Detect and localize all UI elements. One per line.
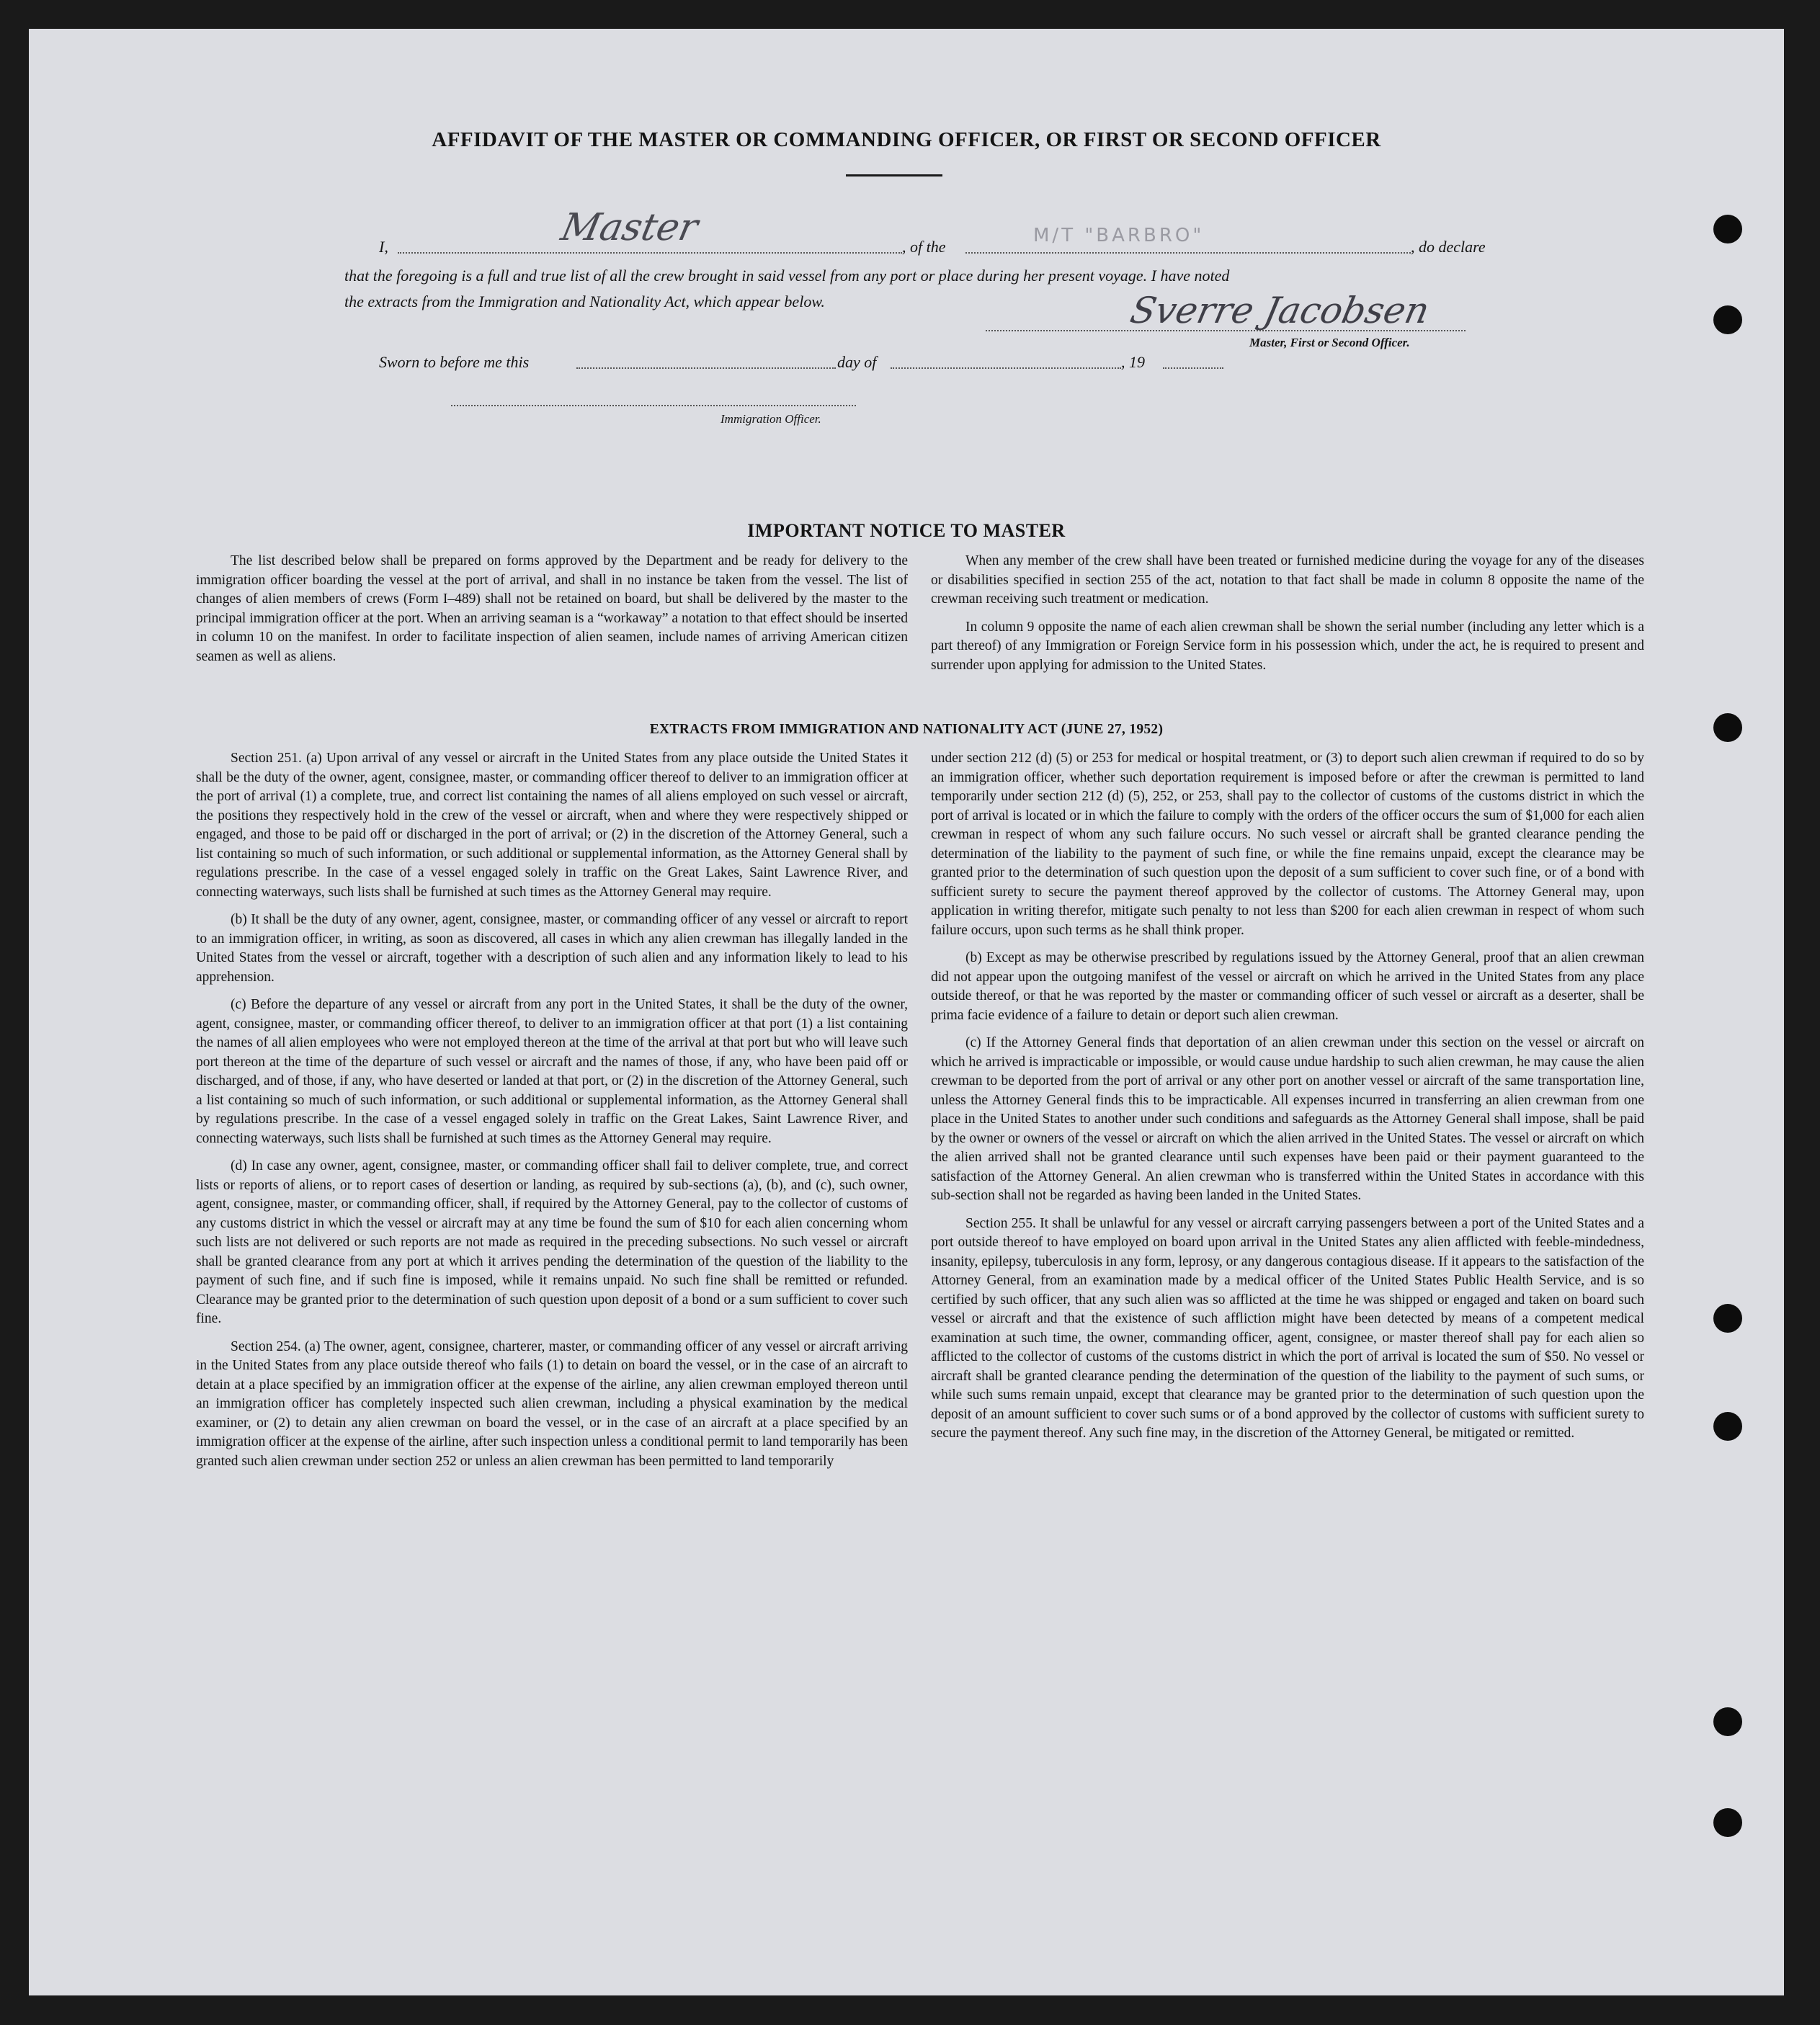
sworn-day-blank	[576, 347, 836, 369]
declaration-prefix: I,	[379, 238, 388, 256]
notice-paragraph: The list described below shall be prepared on forms approved by the Department and be ready for delivery to the immigration officer boarding the vessel at the port of arrival, and shall in no instance be taken from the vessel. The list of changes of alien members of crews (Form I–489) shall not be retained on board, but shall be delivered by the master to the principal immigration officer at the port. When an arriving seaman is a “workaway” a notation to that effect should be inserted in column 10 on the manifest. In order to facilitate inspection of alien seamen, include names of arriving American citizen seamen as well as aliens.	[196, 553, 908, 664]
vessel-stamp: M/T "BARBRO"	[1033, 225, 1205, 246]
punch-hole	[1713, 215, 1742, 243]
punch-hole	[1713, 1808, 1742, 1837]
extract-paragraph: under section 212 (d) (5) or 253 for medical or hospital treatment, or (3) to deport such alien crewman if required to do so by an immigration officer, whether such deportation requirement is imposed before or after the crewman is permitted to land temporarily under section 212 (d) (5), 252, or 253, shall pay to the collector of customs of the customs district in which the port of arrival is located or in which the failure to comply with the orders of the officer occurs the sum of $1,000 for each alien crewman in respect of whom any such failure occurs. No such vessel or aircraft shall be granted clearance pending the determination of the liability to the payment of such fine, or while the fine remains unpaid, except the clearance may be granted prior to the determination of such question upon the deposit of a sum sufficient to cover such fine, or of a bond with sufficient surety to secure the payment thereof approved by the collector of customs. The Attorney General may, upon application in writing therefor, mitigate such penalty to not less than $200 for each alien crewman in respect of whom such failure occurs, upon such terms as he shall think proper.	[931, 751, 1644, 938]
declaration-line-3: the extracts from the Immigration and Nationality Act, which appear below.	[344, 292, 825, 310]
extract-paragraph: (b) It shall be the duty of any owner, agent, consignee, master, or commanding officer of any vessel or aircraft to report to an immigration officer, in writing, as soon as discovered, all cases in which any alien crewman has illegally landed in the United States from the vessel or aircraft, together with a description of such alien and any information likely to lead to his apprehension.	[196, 912, 908, 985]
extracts-left-column	[196, 749, 908, 1480]
extract-paragraph: (b) Except as may be otherwise prescribed by regulations issued by the Attorney General, proof that an alien crewman did not appear upon the outgoing manifest of the vessel or aircraft on which he arrived in the United States from any place outside thereof, or that he was reported by the master or commanding officer of such vessel or aircraft as a deserter, shall be prima facie evidence of a failure to detain or deport such alien crewman.	[931, 950, 1644, 1023]
document-page	[29, 29, 1784, 1995]
notice-right-column	[931, 552, 1644, 684]
sworn-month-blank	[891, 347, 1121, 369]
extract-paragraph: Section 251. (a) Upon arrival of any vessel or aircraft in the United States from any place outside the United States it shall be the duty of the owner, agent, consignee, master, or commanding officer thereof to deliver to an immigration officer at the port of arrival (1) a complete, true, and correct list containing the names of all aliens employed on such vessel or aircraft, the positions they respectively hold in the crew of the vessel or aircraft, when and where they were respectively shipped or engaged, and those to be paid off or discharged in the port of arrival; or (2) in the discretion of the Attorney General, such a list containing so much of such information, or such additional or supplemental information, as the Attorney General shall by regulations prescribe. In the case of a vessel engaged solely in traffic on the Great Lakes, Saint Lawrence River, and connecting waterways, such lists shall be furnished at such times as the Attorney General may require.	[196, 751, 908, 900]
punch-hole	[1713, 713, 1742, 742]
title-divider	[846, 174, 942, 176]
extract-paragraph: (c) Before the departure of any vessel or aircraft from any port in the United States, it shall be the duty of the owner, agent, consignee, master, or commanding officer thereof, to deliver to an immigration officer at that port (1) a list containing the names of all alien employees who were not employed thereon at the time of the arrival at that port but who will leave such port thereon at the time of the departure of such vessel or aircraft and the names of those, if any, who have been paid off or discharged, and of those, if any, who have deserted or landed at that port, or (2) in the discretion of the Attorney General, such a list containing so much of such information, or such additional or supplemental information, as the Attorney General shall by regulations prescribe. In the case of a vessel engaged solely in traffic on the Great Lakes, Saint Lawrence River, and connecting waterways, such lists shall be furnished at such times as the Attorney General may require.	[196, 997, 908, 1146]
notice-paragraph: In column 9 opposite the name of each alien crewman shall be shown the serial number (including any letter which is a part thereof) of any Immigration or Foreign Service form in his possession which, under the act, he is required to present and surrender upon applying for admission to the United States.	[931, 619, 1644, 673]
day-of-label: day of	[837, 353, 877, 371]
extract-paragraph: (d) In case any owner, agent, consignee, master, or commanding officer shall fail to deliver complete, true, and correct lists or reports of aliens, or to report cases of desertion or landing, as required by sub-sections (a), (b), and (c), such owner, agent, consignee, master, or commanding officer, shall, if required by the Attorney General, pay to the collector of customs of any customs district in which the vessel or aircraft may at any time be found the sum of $10 for each alien concerning whom such lists are not delivered or such reports are not made as required in the preceding subsections. No such vessel or aircraft shall be granted clearance from any port at which it arrives pending the determination of the question of the liability to the payment of such fine, and if such fine is imposed, while it remains unpaid. No such fine shall be remitted or refunded. Clearance may be granted prior to the determination of such question upon deposit of a bond or a sum sufficient to cover such fine.	[196, 1158, 908, 1326]
notice-title: IMPORTANT NOTICE TO MASTER	[747, 520, 1066, 541]
notice-paragraph: When any member of the crew shall have been treated or furnished medicine during the voyage for any of the diseases or disabilities specified in section 255 of the act, notation to that fact shall be made in column 8 opposite the name of the crewman receiving such treatment or medication.	[931, 553, 1644, 607]
extract-paragraph: Section 255. It shall be unlawful for any vessel or aircraft carrying passengers between a port of the United States and a port outside thereof to have employed on board upon arrival in the United States any alien afflicted with feeble-mindedness, insanity, epilepsy, tuberculosis in any form, leprosy, or any dangerous contagious disease. If it appears to the satisfaction of the Attorney General, from an examination made by a medical officer of the United States Public Health Service, and is so certified by such officer, that any such alien was so afflicted at the time he was shipped or engaged and taken on board such vessel or aircraft and that the existence of such affliction might have been detected by means of a competent medical examination at such time, the owner, commanding officer, agent, consignee, or master thereof shall pay for each alien so afflicted to the collector of customs of the customs district in which the port of arrival is located the sum of $50. No vessel or aircraft shall be granted clearance pending the determination of the question of the liability to the payment of such sums, or while such sums remain unpaid, except that clearance may be granted prior to the determination of such question upon the deposit of an amount sufficient to cover such sums or of a bond approved by the collector of customs with sufficient surety to secure the payment thereof. Any such fine may, in the discretion of the Attorney General, be mitigated or remitted.	[931, 1215, 1644, 1441]
master-signature: Sverre Jacobsen	[1126, 290, 1433, 331]
signature-caption: Master, First or Second Officer.	[1249, 336, 1410, 349]
extracts-title: EXTRACTS FROM IMMIGRATION AND NATIONALITY ACT (JUNE 27, 1952)	[649, 722, 1164, 737]
punch-hole	[1713, 305, 1742, 334]
sworn-year-blank	[1163, 347, 1223, 369]
affidavit-title: AFFIDAVIT OF THE MASTER OR COMMANDING OFFICER, OR FIRST OR SECOND OFFICER	[432, 128, 1381, 151]
punch-hole	[1713, 1412, 1742, 1441]
do-declare-label: , do declare	[1411, 238, 1486, 256]
punch-hole	[1713, 1707, 1742, 1736]
year-prefix: , 19	[1121, 353, 1145, 371]
declaration-line-2: that the foregoing is a full and true list of all the crew brought in said vessel from any port or place during her present voyage. I have noted	[344, 267, 1230, 285]
extracts-right-column	[931, 749, 1644, 1452]
sworn-prefix: Sworn to before me this	[379, 353, 530, 371]
handwritten-name: Master	[557, 206, 702, 249]
officer-caption: Immigration Officer.	[721, 412, 821, 426]
extract-paragraph: (c) If the Attorney General finds that deportation of an alien crewman under this section on the vessel or aircraft on which he arrived is impracticable or impossible, or would cause undue hardship to such alien crewman, he may cause the alien crewman to be deported from the port of arrival or any other port on another vessel or aircraft of the same transportation line, unless the Attorney General finds this to be impracticable. All expenses incurred in transferring an alien crewman from one place in the United States to another under such conditions and safeguards as the Attorney General shall impose, shall be paid by the owner or owners of the vessel or aircraft on which the alien arrived in the United States. The vessel or aircraft on which the alien arrived shall not be granted clearance until such expenses have been paid or their payment guaranteed to the satisfaction of the Attorney General. An alien crewman who is transferred within the United States in accordance with this sub-section shall not be regarded as having been landed in the United States.	[931, 1035, 1644, 1203]
punch-hole	[1713, 1304, 1742, 1333]
officer-signature-line	[451, 405, 856, 406]
of-the-label: , of the	[902, 238, 946, 256]
extract-paragraph: Section 254. (a) The owner, agent, consignee, charterer, master, or commanding officer of any vessel or aircraft arriving in the United States from any place outside thereof who fails (1) to detain on board the vessel, or in the case of an aircraft to detain at a place specified by an immigration officer at the expense of the airline, any alien crewman employed thereon until an immigration officer has completely inspected such alien crewman, including a physical examination by the medical examiner, or (2) to detain any alien crewman on board the vessel, or in the case of an aircraft at a place specified by an immigration officer at the expense of the airline, after such inspection unless a conditional permit to land temporarily has been granted such alien crewman under section 252 or unless an alien crewman has been permitted to land temporarily	[196, 1338, 908, 1469]
notice-left-column	[196, 552, 908, 675]
